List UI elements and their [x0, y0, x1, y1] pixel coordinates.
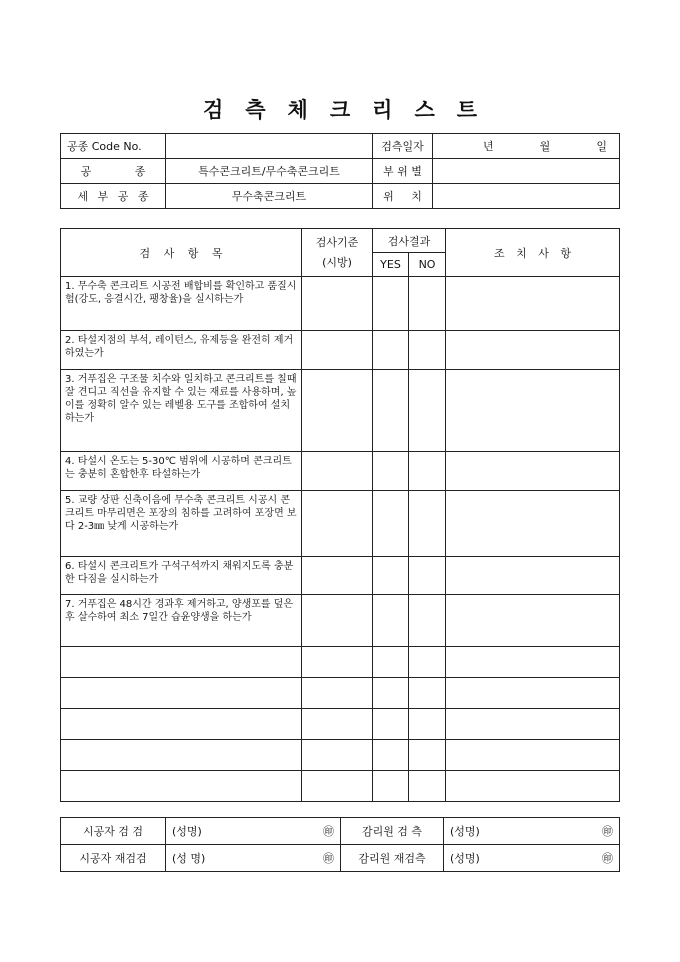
sign-label-contractor: 시공자 검 검	[61, 818, 166, 845]
standard-cell[interactable]	[302, 491, 373, 557]
yes-cell[interactable]	[373, 557, 409, 595]
no-cell[interactable]	[409, 740, 446, 771]
table-row	[61, 277, 620, 331]
standard-cell[interactable]	[302, 709, 373, 740]
info-label-part: 부 위 별	[373, 159, 433, 184]
action-cell[interactable]	[446, 771, 620, 802]
col-header-action: 조 치 사 항	[446, 229, 620, 277]
date-month: 월	[539, 140, 551, 153]
action-cell[interactable]	[446, 740, 620, 771]
check-item-4: 4. 타설시 온도는 5-30℃ 범위에 시공하며 콘크리트는 충분히 혼합한후 타설하는가	[61, 452, 302, 491]
no-cell[interactable]	[409, 595, 446, 647]
seal-icon: ㊞	[514, 845, 620, 872]
yes-cell[interactable]	[373, 491, 409, 557]
col-header-standard	[302, 229, 373, 277]
no-cell[interactable]	[409, 452, 446, 491]
sign-label-supervisor: 감리원 검 측	[341, 818, 444, 845]
title-char: 체	[287, 97, 308, 122]
yes-cell[interactable]	[373, 595, 409, 647]
yes-cell[interactable]	[373, 678, 409, 709]
standard-cell[interactable]	[302, 277, 373, 331]
title-char: 측	[245, 97, 266, 122]
sign-name-contractor[interactable]: (성명)	[166, 818, 231, 845]
col-header-no: NO	[409, 253, 446, 277]
checklist-table	[60, 228, 620, 802]
item-cell[interactable]	[61, 647, 302, 678]
info-part-value	[433, 159, 620, 184]
table-row	[61, 557, 620, 595]
sign-label-contractor-recheck: 시공자 재검검	[61, 845, 166, 872]
empty-row	[61, 709, 620, 740]
action-cell[interactable]	[446, 647, 620, 678]
info-label-location: 위 치	[373, 184, 433, 209]
info-date-value	[433, 134, 620, 159]
yes-cell[interactable]	[373, 331, 409, 370]
action-cell[interactable]	[446, 557, 620, 595]
empty-row	[61, 771, 620, 802]
no-cell[interactable]	[409, 678, 446, 709]
check-item-1: 1. 무수축 콘크리트 시공전 배합비를 확인하고 품질시험(강도, 응결시간, 팽창율)을 실시하는가	[61, 277, 302, 331]
item-cell[interactable]	[61, 740, 302, 771]
standard-cell[interactable]	[302, 595, 373, 647]
standard-cell[interactable]	[302, 557, 373, 595]
check-item-2: 2. 타설지점의 부석, 레이턴스, 유제등을 완전히 제거 하였는가	[61, 331, 302, 370]
no-cell[interactable]	[409, 331, 446, 370]
seal-icon: ㊞	[231, 818, 341, 845]
title-char: 스	[414, 97, 435, 122]
col-header-result: 검사결과	[373, 229, 446, 253]
page-title	[0, 94, 680, 124]
no-cell[interactable]	[409, 771, 446, 802]
no-cell[interactable]	[409, 370, 446, 452]
standard-cell[interactable]	[302, 771, 373, 802]
title-char: 트	[456, 97, 478, 122]
action-cell[interactable]	[446, 452, 620, 491]
table-row	[61, 370, 620, 452]
info-label-date: 검측일자	[373, 134, 433, 159]
check-item-5: 5. 교량 상판 신축이음에 무수축 콘크리트 시공시 콘크리트 마무리면은 포장의 침하를 고려하여 포장면 보다 2-3㎜ 낮게 시공하는가	[61, 491, 302, 557]
title-char: 리	[372, 97, 393, 122]
standard-cell[interactable]	[302, 370, 373, 452]
action-cell[interactable]	[446, 595, 620, 647]
date-year: 년	[483, 140, 494, 153]
standard-cell[interactable]	[302, 678, 373, 709]
action-cell[interactable]	[446, 277, 620, 331]
action-cell[interactable]	[446, 678, 620, 709]
info-location-value	[433, 184, 620, 209]
sign-name-contractor-recheck[interactable]: (성 명)	[166, 845, 231, 872]
action-cell[interactable]	[446, 370, 620, 452]
check-item-6: 6. 타설시 콘크리트가 구석구석까지 채워지도록 충분한 다짐을 실시하는가	[61, 557, 302, 595]
no-cell[interactable]	[409, 709, 446, 740]
yes-cell[interactable]	[373, 647, 409, 678]
title-char: 검	[202, 97, 224, 122]
info-table	[60, 133, 620, 209]
action-cell[interactable]	[446, 331, 620, 370]
item-cell[interactable]	[61, 709, 302, 740]
sign-name-supervisor[interactable]: (성명)	[444, 818, 514, 845]
table-row	[61, 331, 620, 370]
seal-icon: ㊞	[514, 818, 620, 845]
empty-row	[61, 678, 620, 709]
item-cell[interactable]	[61, 678, 302, 709]
table-row	[61, 595, 620, 647]
info-code-value	[166, 134, 373, 159]
seal-icon: ㊞	[231, 845, 341, 872]
signature-table	[60, 817, 620, 872]
col-header-item: 검 사 항 목	[61, 229, 302, 277]
col-header-standard-line2: (시방)	[322, 255, 352, 269]
table-row	[61, 491, 620, 557]
standard-cell[interactable]	[302, 331, 373, 370]
no-cell[interactable]	[409, 647, 446, 678]
standard-cell[interactable]	[302, 740, 373, 771]
standard-cell[interactable]	[302, 452, 373, 491]
info-label-work: 공 종	[61, 159, 166, 184]
standard-cell[interactable]	[302, 647, 373, 678]
yes-cell[interactable]	[373, 771, 409, 802]
info-label-subwork: 세 부 공 종	[61, 184, 166, 209]
yes-cell[interactable]	[373, 452, 409, 491]
info-subwork-value: 무수축콘크리트	[166, 184, 373, 209]
check-item-3: 3. 거푸집은 구조물 치수와 일치하고 콘크리트를 칠때 잘 견디고 직선을 유지할 수 있는 재료를 사용하며, 높이를 정확히 알수 있는 레벨용 도구를 조합하여 설치하는가	[61, 370, 302, 452]
col-header-standard-line1: 검사기준	[315, 235, 359, 249]
info-label-code: 공종 Code No.	[61, 134, 166, 159]
empty-row	[61, 740, 620, 771]
no-cell[interactable]	[409, 557, 446, 595]
empty-row	[61, 647, 620, 678]
info-work-value: 특수콘크리트/무수축콘크리트	[166, 159, 373, 184]
col-header-yes: YES	[373, 253, 409, 277]
action-cell[interactable]	[446, 709, 620, 740]
yes-cell[interactable]	[373, 370, 409, 452]
no-cell[interactable]	[409, 277, 446, 331]
check-item-7: 7. 거푸집은 48시간 경과후 제거하고, 양생포를 덮은후 살수하여 최소 7일간 습윤양생을 하는가	[61, 595, 302, 647]
no-cell[interactable]	[409, 491, 446, 557]
item-cell[interactable]	[61, 771, 302, 802]
action-cell[interactable]	[446, 491, 620, 557]
yes-cell[interactable]	[373, 277, 409, 331]
title-char: 크	[329, 97, 351, 122]
date-day: 일	[596, 140, 607, 153]
yes-cell[interactable]	[373, 740, 409, 771]
sign-label-supervisor-recheck: 감리원 재검측	[341, 845, 444, 872]
yes-cell[interactable]	[373, 709, 409, 740]
table-row	[61, 452, 620, 491]
sign-name-supervisor-recheck[interactable]: (성명)	[444, 845, 514, 872]
